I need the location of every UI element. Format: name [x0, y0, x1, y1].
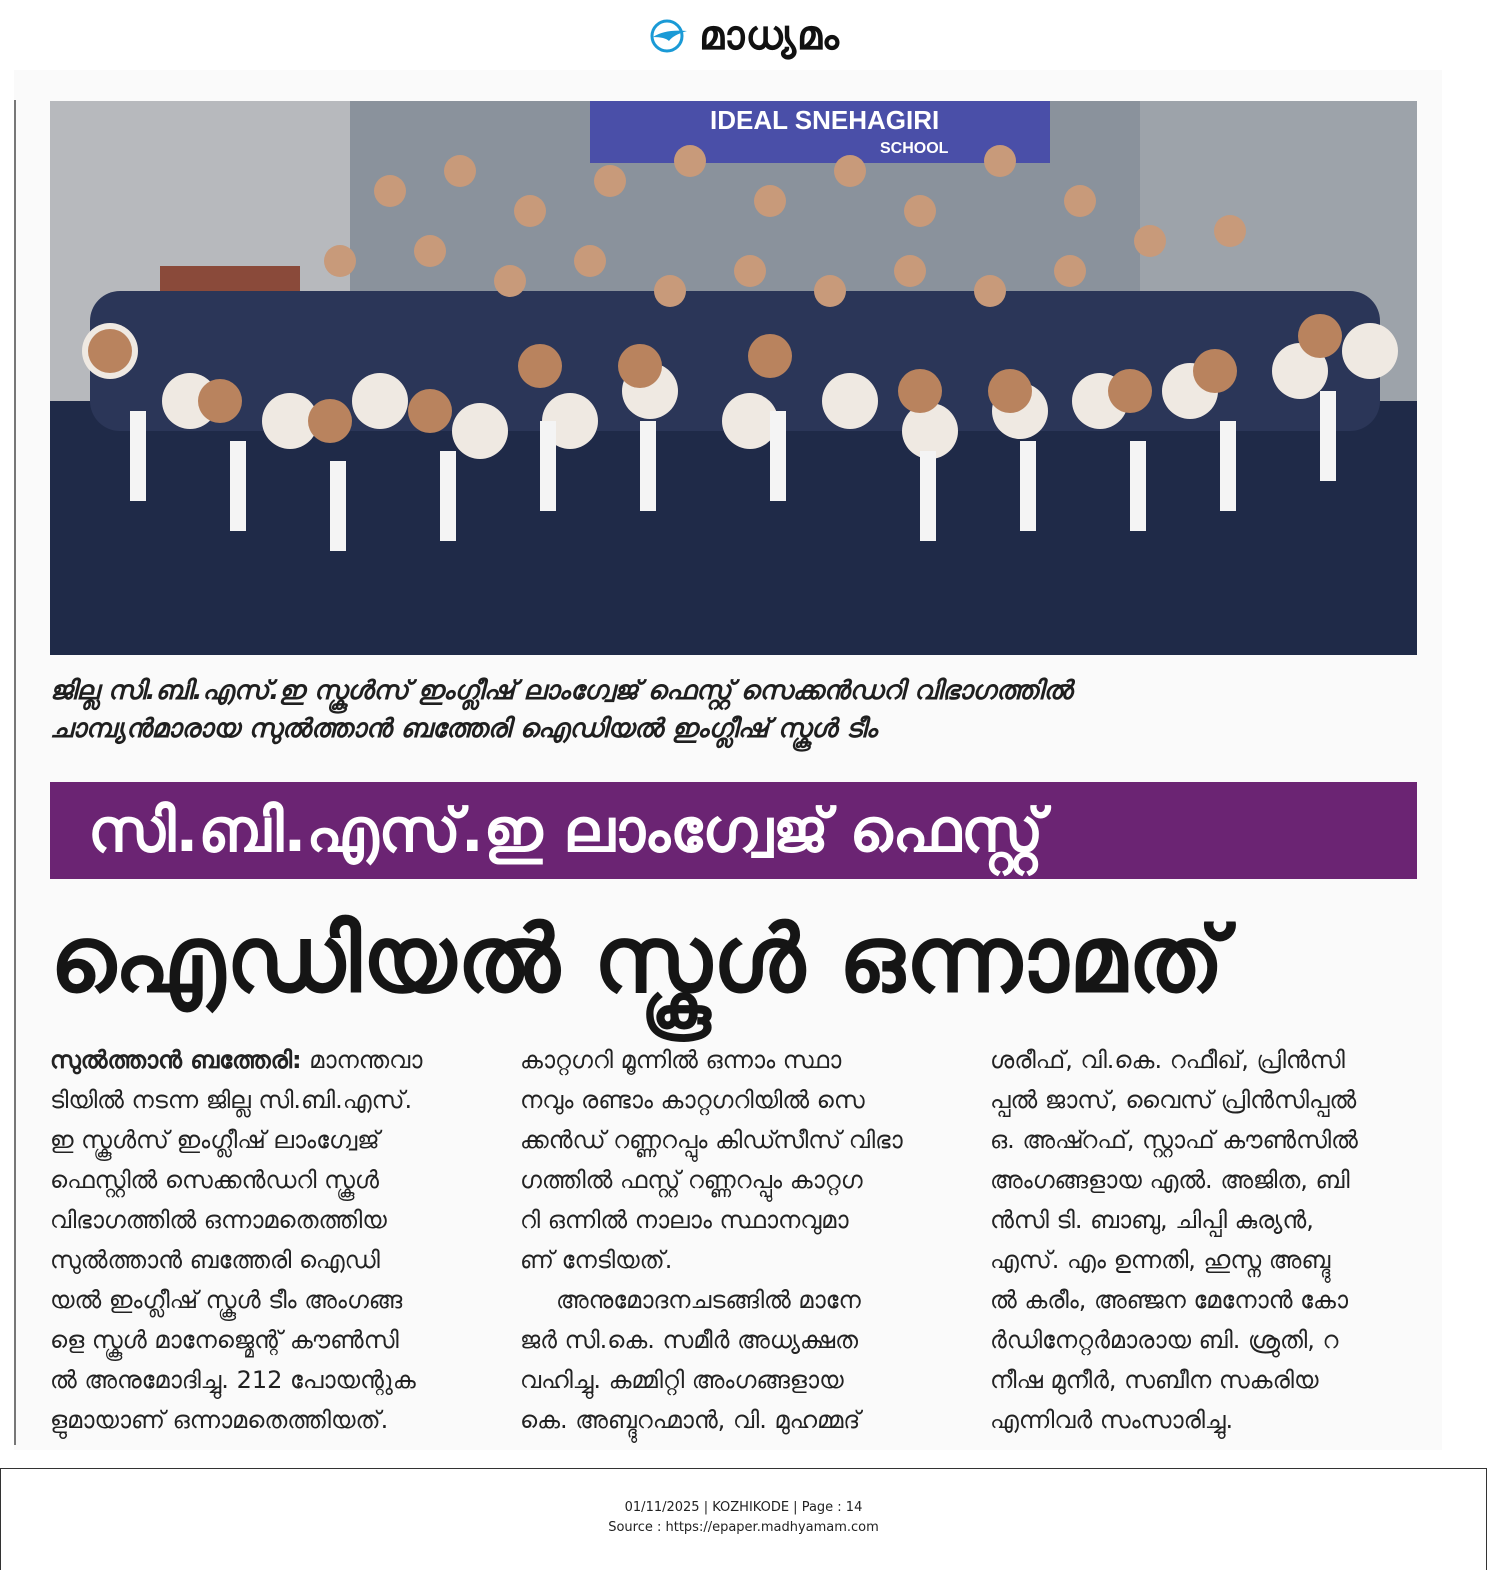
headline: ഐഡിയൽ സ്കൂൾ ഒന്നാമത് [50, 906, 1225, 1013]
article-line: ടിയിൽ നടന്ന ജില്ല സി.ബി.എസ്. [50, 1086, 413, 1114]
photo-caption [50, 672, 1410, 748]
footer-source-link[interactable]: Source : https://epaper.madhyamam.com [608, 1520, 879, 1535]
article-line: നവും രണ്ടാം കാറ്റഗറിയിൽ സെ [520, 1086, 865, 1114]
article-line: ളെ സ്കൂൾ മാനേജ്മെന്റ് കൗൺസി [50, 1326, 399, 1354]
article-line: ഫെസ്റ്റിൽ സെക്കൻഡറി സ്കൂൾ [50, 1166, 379, 1194]
article-text: മാനന്തവാ [309, 1046, 423, 1074]
article-line: ൽ അനുമോദിച്ചു. 212 പോയന്റുക [50, 1366, 416, 1394]
article-line: ശരീഫ്, വി.കെ. റഫീഖ്, പ്രിൻസി [990, 1046, 1345, 1074]
article-line: റി ഒന്നിൽ നാലാം സ്ഥാനവുമാ [520, 1206, 849, 1234]
article-line: സുൽത്താൻ ബത്തേരി ഐഡി [50, 1246, 380, 1274]
masthead [0, 8, 1487, 64]
article-column-3 [990, 1040, 1420, 1440]
banner-text: IDEAL SNEHAGIRI [710, 105, 940, 135]
article-line: ളുമായാണ് ഒന്നാമതെത്തിയത്. [50, 1406, 389, 1434]
article-line: ക്കൻഡ് റണ്ണറപ്പും കിഡ്സീസ് വിഭാ [520, 1126, 903, 1154]
footer-divider [0, 1468, 1487, 1469]
dateline: സുൽത്താൻ ബത്തേരി: [50, 1046, 302, 1074]
footer-page-info: 01/11/2025 | KOZHIKODE | Page : 14 [624, 1500, 863, 1515]
article-line: പ്പൽ ജാസ്, വൈസ് പ്രിൻസിപ്പൽ [990, 1086, 1357, 1114]
caption-line: ചാമ്പ്യൻമാരായ സുൽത്താൻ ബത്തേരി ഐഡിയൽ ഇംഗ്ലീഷ് സ്കൂൾ ടീം [50, 714, 877, 744]
article-line: അനുമോദനചടങ്ങിൽ മാനേ [556, 1286, 861, 1314]
article-line: കെ. അബ്ദുറഹ്മാൻ, വി. മുഹമ്മദ് [520, 1406, 861, 1434]
kicker-text: സി.ബി.എസ്.ഇ ലാംഗ്വേജ് ഫെസ്റ്റ് [88, 795, 1044, 866]
banner-subtext: SCHOOL [880, 140, 949, 157]
article-line: എസ്. എം ഉന്നതി, ഹുസ്ന അബ്ദു [990, 1246, 1331, 1274]
kicker-banner [50, 782, 1417, 879]
team-photo [50, 101, 1417, 655]
article-line: വഹിച്ചു. കമ്മിറ്റി അംഗങ്ങളായ [520, 1366, 844, 1394]
article-line: ഗത്തിൽ ഫസ്റ്റ് റണ്ണറപ്പും കാറ്റഗ [520, 1166, 863, 1194]
article-line: ഒ. അഷ്റഫ്, സ്റ്റാഫ് കൗൺസിൽ [990, 1126, 1358, 1154]
article-line: നീഷ മുനീർ, സബീന സകരിയ [990, 1366, 1319, 1394]
article-column-2 [520, 1040, 950, 1440]
article-line: യൽ ഇംഗ്ലീഷ് സ്കൂൾ ടീം അംഗങ്ങ [50, 1286, 403, 1314]
article-line [50, 1040, 480, 1080]
article-line: ർഡിനേറ്റർമാരായ ബി. ശ്രുതി, റ [990, 1326, 1339, 1354]
article-line: ണ് നേടിയത്. [520, 1246, 673, 1274]
article-line: ഇ സ്കൂൾസ് ഇംഗ്ലീഷ് ലാംഗ്വേജ് [50, 1126, 380, 1154]
page-footer [0, 1498, 1487, 1538]
article-line: എന്നിവർ സംസാരിച്ചു. [990, 1406, 1234, 1434]
team-photo-illustration [50, 101, 1417, 655]
caption-line: ജില്ല സി.ബി.എസ്.ഇ സ്കൂൾസ് ഇംഗ്ലീഷ് ലാംഗ്വേജ് ഫെസ്റ്റ് സെക്കൻഡറി വിഭാഗത്തിൽ [50, 676, 1073, 706]
article-line: ൽ കരീം, അഞ്ജന മേനോൻ കോ [990, 1286, 1348, 1314]
madhyamam-bird-logo-icon [647, 19, 691, 53]
article-line: വിഭാഗത്തിൽ ഒന്നാമതെത്തിയ [50, 1206, 387, 1234]
article-line: അംഗങ്ങളായ എൽ. അജിത, ബി [990, 1166, 1350, 1194]
masthead-logo-text: മാധ്യമം [699, 13, 840, 59]
article-line: ജർ സി.കെ. സമീർ അധ്യക്ഷത [520, 1326, 858, 1354]
clipping-edge-divider [14, 100, 16, 1445]
article-line: ൻസി ടി. ബാബു, ചിപ്പി കുര്യൻ, [990, 1206, 1314, 1234]
article-column-1 [50, 1040, 480, 1440]
article-line: കാറ്റഗറി മൂന്നിൽ ഒന്നാം സ്ഥാ [520, 1046, 842, 1074]
